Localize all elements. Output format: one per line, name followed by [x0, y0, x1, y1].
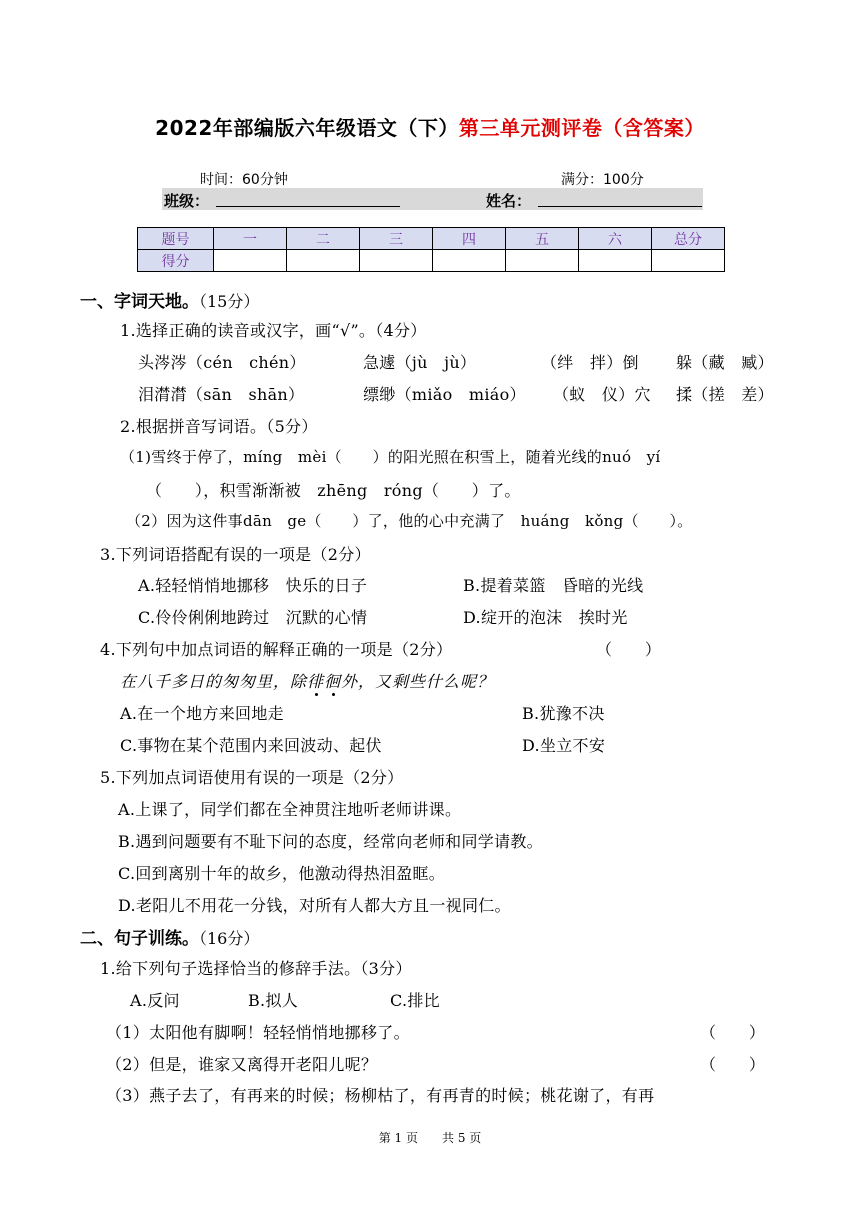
- q5-option-b: B.遇到问题要有不耻下问的态度，经常向老师和同学请教。: [118, 832, 543, 851]
- q4-sentence-post: 外，又剩些什么呢？: [341, 672, 495, 691]
- q5-option-d: D.老阳儿不用花一分钱，对所有人都大方且一视同仁。: [118, 896, 511, 915]
- score-table: [137, 227, 725, 272]
- q1-r2-b: 缥缈（miǎo miáo）: [363, 385, 526, 404]
- q1-stem: 1.选择正确的读音或汉字，画“√”。（4分）: [120, 321, 427, 340]
- s2q1-line-2: （2）但是，谁家又离得开老阳儿呢？: [106, 1055, 378, 1074]
- score-table-score-row: [138, 250, 725, 272]
- score-cell[interactable]: [433, 250, 506, 272]
- name-label: 姓名：: [486, 192, 532, 210]
- score-cell[interactable]: [360, 250, 433, 272]
- q4-option-d: D.坐立不安: [522, 736, 606, 755]
- q4-option-c: C.事物在某个范围内来回波动、起伏: [120, 736, 382, 755]
- q1-r2-d: 揉（搓 差）: [676, 385, 774, 404]
- s2q1-answer-paren-2[interactable]: （ ）: [700, 1055, 766, 1074]
- q1-r1-a: 头涔涔（cén chén）: [138, 353, 306, 372]
- q4-option-a: A.在一个地方来回地走: [120, 704, 284, 723]
- q1-r2-a: 泪潸潸（sān shān）: [138, 385, 305, 404]
- q2-line-2: （ ），积雪渐渐被 zhēng róng（ ）了。: [146, 481, 521, 500]
- score-header-cell: 二: [287, 228, 360, 250]
- score-cell[interactable]: [579, 250, 652, 272]
- q3-option-c: C.伶伶俐俐地跨过 沉默的心情: [138, 608, 368, 627]
- section-1-points: （15分）: [199, 292, 260, 311]
- score-header-cell: 三: [360, 228, 433, 250]
- q2-line-1: （1)雪终于停了，míng mèi（ ）的阳光照在积雪上，随着光线的nuó yí: [120, 448, 661, 466]
- q4-option-b: B.犹豫不决: [522, 704, 605, 723]
- score-header-cell: 总分: [652, 228, 725, 250]
- page-title: [0, 112, 860, 141]
- q3-option-a: A.轻轻悄悄地挪移 快乐的日子: [138, 576, 368, 595]
- q2-stem: 2.根据拼音写词语。（5分）: [120, 417, 318, 436]
- q3-stem: 3.下列词语搭配有误的一项是（2分）: [100, 545, 371, 564]
- s2q1-answer-paren-1[interactable]: （ ）: [700, 1023, 766, 1042]
- section-2-heading: [80, 924, 259, 949]
- q5-stem: 5.下列加点词语使用有误的一项是（2分）: [100, 768, 404, 787]
- page-footer: 第 1 页 共 5 页: [378, 1131, 482, 1145]
- s2q1-stem: 1.给下列句子选择恰当的修辞手法。（3分）: [100, 959, 412, 978]
- score-row-label: 得分: [138, 250, 214, 272]
- q1-r1-b: 急遽（jù jù）: [363, 353, 477, 372]
- title-red: 第三单元测评卷（含答案）: [458, 116, 705, 140]
- section-2-points: （16分）: [199, 929, 260, 948]
- score-cell[interactable]: [506, 250, 579, 272]
- exam-time: 时间：60分钟: [200, 172, 288, 188]
- section-2-title: 二、句子训练。: [80, 929, 199, 949]
- q1-r2-c: （蚁 仪）穴: [553, 385, 651, 404]
- score-cell[interactable]: [287, 250, 360, 272]
- q4-answer-paren[interactable]: （ ）: [596, 640, 662, 659]
- score-header-cell: 五: [506, 228, 579, 250]
- full-score: 满分：100分: [561, 172, 644, 188]
- score-cell[interactable]: [652, 250, 725, 272]
- q4-dotted-char: 徊: [324, 672, 342, 691]
- class-label: 班级：: [164, 192, 210, 210]
- s2q1-option-b: B.拟人: [248, 991, 299, 1010]
- name-blank[interactable]: [538, 206, 702, 207]
- q3-option-d: D.绽开的泡沫 挨时光: [463, 608, 628, 627]
- score-header-cell: 六: [579, 228, 652, 250]
- title-black: 2022年部编版六年级语文（下）: [155, 116, 459, 140]
- score-header-cell: 题号: [138, 228, 214, 250]
- q4-sentence-pre: 在八千多日的匆匆里，除: [120, 672, 308, 691]
- class-blank[interactable]: [216, 206, 400, 207]
- s2q1-option-c: C.排比: [390, 991, 440, 1010]
- q2-line-3: （2）因为这件事dān ge（ ）了，他的心中充满了 huáng kǒng（ ）。: [126, 512, 693, 530]
- s2q1-option-a: A.反问: [130, 991, 180, 1010]
- score-cell[interactable]: [214, 250, 287, 272]
- score-table-header-row: [138, 228, 725, 250]
- class-name-bar: [162, 188, 703, 210]
- q4-dotted-char: 徘: [307, 672, 325, 691]
- q4-stem: 4.下列句中加点词语的解释正确的一项是（2分）: [100, 640, 453, 659]
- q1-r1-c: （绊 拌）倒: [541, 353, 639, 372]
- q4-sentence: [120, 669, 494, 692]
- section-1-title: 一、字词天地。: [80, 292, 199, 312]
- s2q1-line-3: （3）燕子去了，有再来的时候；杨柳枯了，有再青的时候；桃花谢了，有再: [106, 1086, 655, 1105]
- s2q1-line-1: （1）太阳他有脚啊！轻轻悄悄地挪移了。: [106, 1023, 410, 1042]
- q5-option-a: A.上课了，同学们都在全神贯注地听老师讲课。: [118, 800, 462, 819]
- score-header-cell: 四: [433, 228, 506, 250]
- score-header-cell: 一: [214, 228, 287, 250]
- section-1-heading: [80, 287, 259, 312]
- q5-option-c: C.回到离别十年的故乡，他激动得热泪盈眶。: [118, 864, 446, 883]
- q1-r1-d: 躲（藏 臧）: [676, 353, 774, 372]
- q3-option-b: B.提着菜篮 昏暗的光线: [463, 576, 644, 595]
